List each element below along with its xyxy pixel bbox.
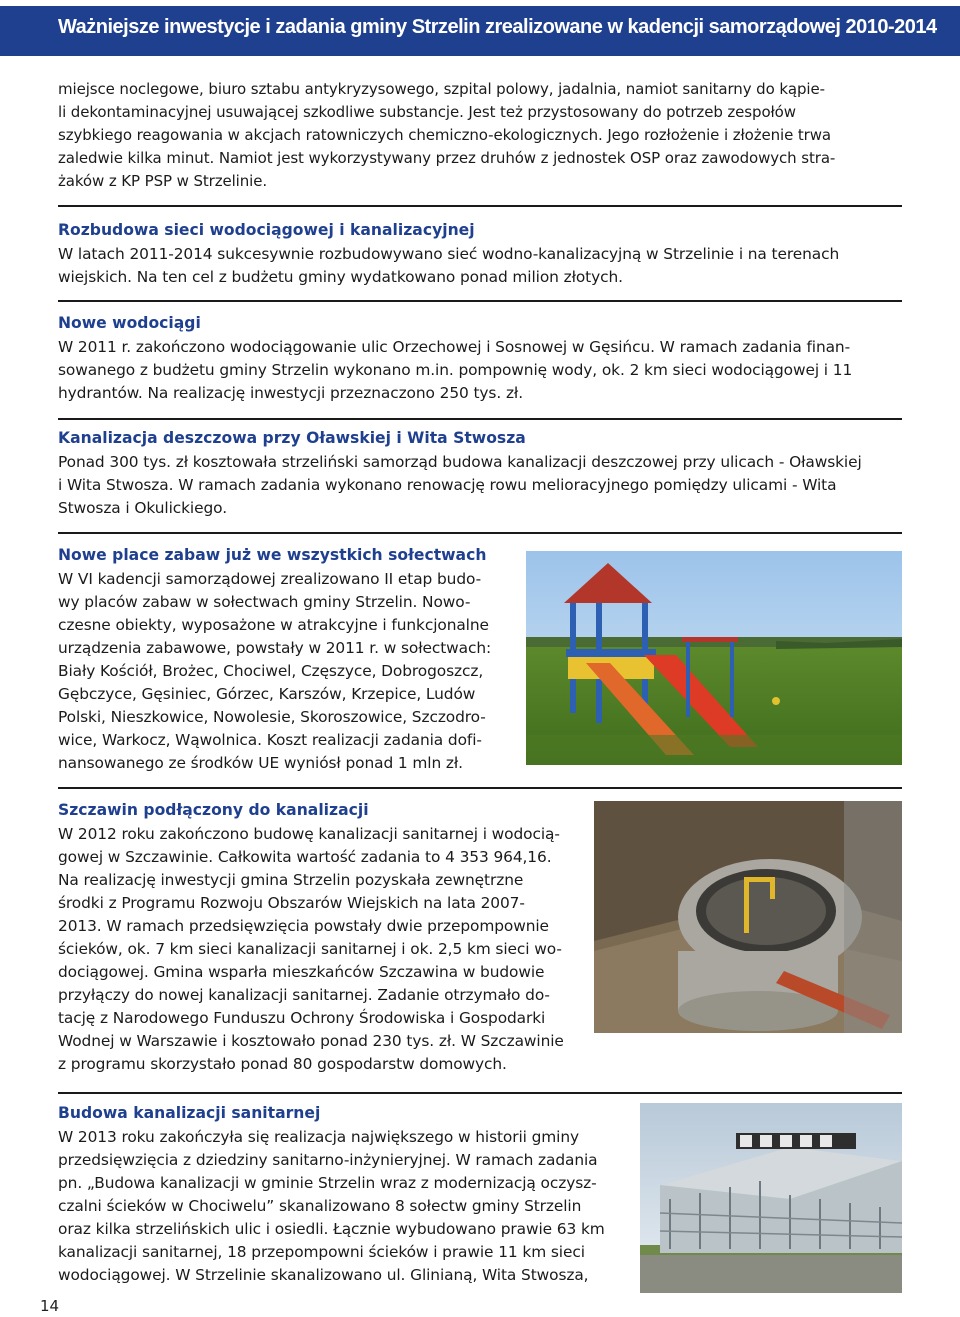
section-title: Budowa kanalizacji sanitarnej [58, 1104, 321, 1122]
sewer-well-photo [594, 801, 902, 1033]
text-line: przedsięwzięcia z dziedziny sanitarno-inżynieryjnej. W ramach zadania [58, 1151, 598, 1169]
section-title: Rozbudowa sieci wodociągowej i kanalizacyjnej [58, 221, 475, 239]
text-line: żaków z KP PSP w Strzelinie. [58, 172, 268, 190]
text-line: 2013. W ramach przedsięwzięcia powstały dwie przepompownie [58, 917, 549, 935]
section-title: Szczawin podłączony do kanalizacji [58, 801, 369, 819]
text-line: wy placów zabaw w sołectwach gminy Strzelin. Nowo- [58, 593, 471, 611]
section-title: Nowe wodociągi [58, 314, 201, 332]
text-line: W 2012 roku zakończono budowę kanalizacji sanitarnej i wodocią- [58, 825, 560, 843]
text-line: pn. „Budowa kanalizacji w gminie Strzelin wraz z modernizacją oczysz- [58, 1174, 597, 1192]
text-line: z programu skorzystało ponad 80 gospodarstw domowych. [58, 1055, 507, 1073]
text-line: nansowanego ze środków UE wyniósł ponad 1 mln zł. [58, 754, 463, 772]
text-line: czesne obiekty, wyposażone w atrakcyjne i funkcjonalne [58, 616, 489, 634]
section-title: Nowe place zabaw już we wszystkich sołectwach [58, 546, 487, 564]
text-line: tację z Narodowego Funduszu Ochrony Środowiska i Gospodarki [58, 1009, 546, 1027]
text-line: W 2013 roku zakończyła się realizacja największego w historii gminy [58, 1128, 580, 1146]
text-line: urządzenia zabawowe, powstały w 2011 r. w sołectwach: [58, 639, 492, 657]
text-line: Ponad 300 tys. zł kosztowała strzeliński samorząd budowa kanalizacji deszczowej przy ulicach - Oławskiej [58, 453, 862, 471]
section-playgrounds [58, 544, 514, 775]
intro-paragraph [58, 78, 902, 193]
text-line: ścieków, ok. 7 km sieci kanalizacji sanitarnej i ok. 2,5 km sieci wo- [58, 940, 562, 958]
section-szczawin [58, 799, 580, 1076]
text-line: środki z Programu Rozwoju Obszarów Wiejskich na lata 2007- [58, 894, 525, 912]
text-line: hydrantów. Na realizację inwestycji przeznaczono 250 tys. zł. [58, 384, 523, 402]
text-line: zaledwie kilka minut. Namiot jest wykorzystywany przez druhów z jednostek OSP oraz zawodowych stra- [58, 149, 836, 167]
section-divider [58, 532, 902, 534]
section-new-water [58, 312, 902, 405]
section-divider [58, 418, 902, 420]
text-line: W latach 2011-2014 sukcesywnie rozbudowywano sieć wodno-kanalizacyjną w Strzelinie i na terenach [58, 245, 840, 263]
text-line: Stwosza i Okulickiego. [58, 499, 227, 517]
text-line: przyłączy do nowej kanalizacji sanitarnej. Zadanie otrzymało do- [58, 986, 550, 1004]
section-title: Kanalizacja deszczowa przy Oławskiej i Wita Stwosza [58, 429, 526, 447]
section-divider [58, 787, 902, 789]
section-divider [58, 300, 902, 302]
text-line: Biały Kościół, Brożec, Chociwel, Częszyce, Dobrogoszcz, [58, 662, 484, 680]
text-line: oraz kilka strzelińskich ulic i osiedli. Łącznie wybudowano prawie 63 km [58, 1220, 605, 1238]
section-water-sewer [58, 219, 902, 289]
text-line: miejsce noclegowe, biuro sztabu antykryzysowego, szpital polowy, jadalnia, namiot sanitarny do kąpie- [58, 80, 825, 98]
text-line: kanalizacji sanitarnej, 18 przepompowni ścieków i prawie 11 km sieci [58, 1243, 585, 1261]
text-line: Na realizację inwestycji gmina Strzelin pozyskała zewnętrzne [58, 871, 524, 889]
text-line: wice, Warkocz, Wąwolnica. Koszt realizacji zadania dofi- [58, 731, 482, 749]
text-line: szybkiego reagowania w akcjach ratowniczych chemiczno-ekologicznych. Jego rozłożenie i złożenie trwa [58, 126, 832, 144]
text-line: Wodnej w Warszawie i kosztowało ponad 230 tys. zł. W Szczawinie [58, 1032, 564, 1050]
text-line: li dekontaminacyjnej usuwającej szkodliwe substancje. Jest też przystosowany do potrzeb zespołów [58, 103, 796, 121]
text-line: W 2011 r. zakończono wodociągowanie ulic Orzechowej i Sosnowej w Gęsińcu. W ramach zadania finan- [58, 338, 851, 356]
section-rain-sewer [58, 427, 902, 520]
section-divider [58, 205, 902, 207]
text-line: czalni ścieków w Chociwelu” skanalizowano 8 sołectw gminy Strzelin [58, 1197, 582, 1215]
treatment-plant-photo [640, 1103, 902, 1293]
text-line: W VI kadencji samorządowej zrealizowano II etap budo- [58, 570, 482, 588]
page-number: 14 [40, 1297, 60, 1315]
text-line: gowej w Szczawinie. Całkowita wartość zadania to 4 353 964,16. [58, 848, 552, 866]
text-line: Polski, Nieszkowice, Nowolesie, Skoroszowice, Szczodro- [58, 708, 486, 726]
text-line: wodociągowej. W Strzelinie skanalizowano ul. Glinianą, Wita Stwosza, [58, 1266, 589, 1284]
section-divider [58, 1092, 902, 1094]
text-line: Gębczyce, Gęsiniec, Górzec, Karszów, Krzepice, Ludów [58, 685, 476, 703]
page-header-title: Ważniejsze inwestycje i zadania gminy Strzelin zrealizowane w kadencji samorządowej 2010-2014 [58, 16, 937, 38]
text-line: dociągowej. Gmina wsparła mieszkańców Szczawina w budowie [58, 963, 545, 981]
text-line: i Wita Stwosza. W ramach zadania wykonano renowację rowu melioracyjnego pomiędzy ulicami - Wita [58, 476, 837, 494]
text-line: wiejskich. Na ten cel z budżetu gminy wydatkowano ponad milion złotych. [58, 268, 623, 286]
section-sanitary [58, 1102, 630, 1287]
playground-photo [526, 551, 902, 765]
text-line: sowanego z budżetu gminy Strzelin wykonano m.in. pompownię wody, ok. 2 km sieci wodociągowej i 11 [58, 361, 853, 379]
